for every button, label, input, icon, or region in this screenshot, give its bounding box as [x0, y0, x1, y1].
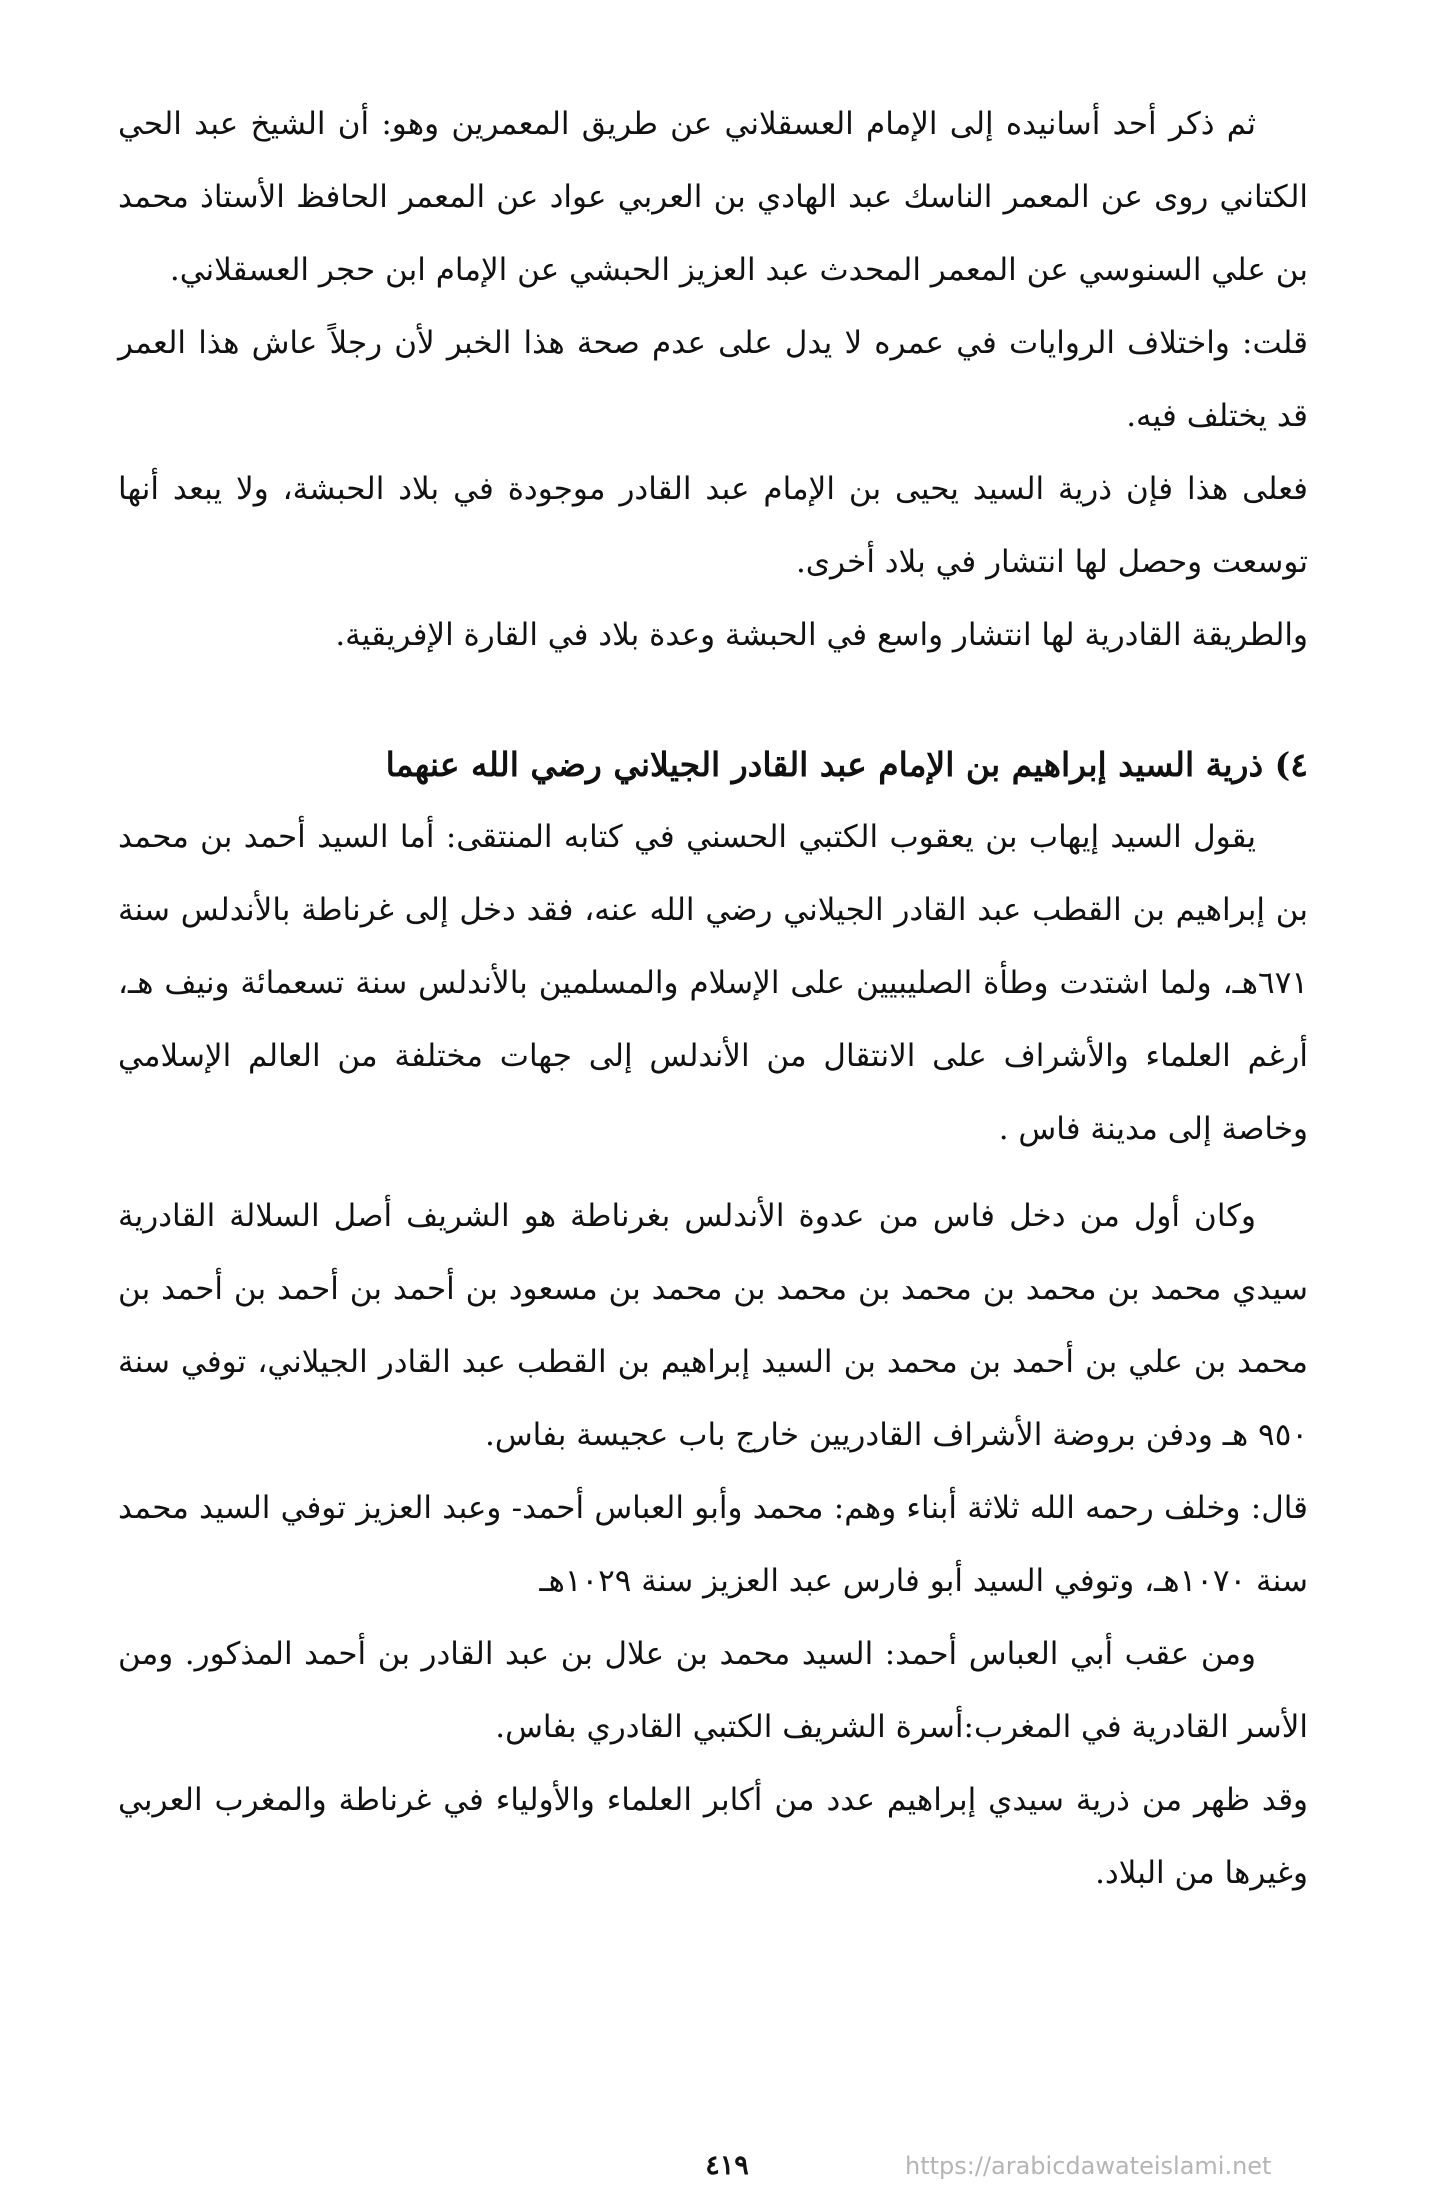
paragraph-qultu: قلت: واختلاف الروايات في عمره لا يدل على عدم صحة هذا الخبر لأن رجلاً عاش هذا العمر قد يختلف فيه. [118, 325, 1308, 434]
paragraph-scholars: وقد ظهر من ذرية سيدي إبراهيم عدد من أكابر العلماء والأولياء في غرناطة والمغرب العربي وغيرها من البلاد. [118, 1782, 1308, 1891]
paragraph-fes-entry: وكان أول من دخل فاس من عدوة الأندلس بغرناطة هو الشريف أصل السلالة القادرية سيدي محمد بن محمد بن محمد بن محمد بن محمد بن مسعود بن أحمد بن أحمد بن أحمد بن محمد بن علي بن أحمد بن محمد بن السيد إبراهيم بن القطب عبد القادر الجيلاني، توفي سنة ٩٥٠ هـ ودفن بروضة الأشراف القادريين خارج باب عجيسة بفاس. [118, 1198, 1308, 1453]
page-body [118, 88, 1308, 1910]
paragraph-isnad: ثم ذكر أحد أسانيده إلى الإمام العسقلاني عن طريق المعمرين وهو: أن الشيخ عبد الحي الكتاني روى عن المعمر الناسك عبد الهادي بن العربي عواد عن المعمر الحافظ الأستاذ محمد بن علي السنوسي عن المعمر المحدث عبد العزيز الحبشي عن الإمام ابن حجر العسقلاني. [118, 106, 1308, 288]
paragraph-abul-abbas: ومن عقب أبي العباس أحمد: السيد محمد بن علال بن عبد القادر بن أحمد المذكور. ومن الأسر القادرية في المغرب:أسرة الشريف الكتبي القادري بفاس. [118, 1636, 1308, 1745]
watermark-url: https://arabicdawateislami.net [905, 2152, 1272, 2180]
paragraph-muntaqa: يقول السيد إيهاب بن يعقوب الكتبي الحسني في كتابه المنتقى: أما السيد أحمد بن محمد بن إبراهيم بن القطب عبد القادر الجيلاني رضي الله عنه، فقد دخل إلى غرناطة بالأندلس سنة ٦٧١هـ، ولما اشتدت وطأة الصليبيين على الإسلام والمسلمين بالأندلس سنة تسعمائة ونيف هـ، أرغم العلماء والأشراف على الانتقال من الأندلس إلى جهات مختلفة من العالم الإسلامي وخاصة إلى مدينة فاس . [118, 819, 1308, 1147]
paragraph-sons: قال: وخلف رحمه الله ثلاثة أبناء وهم: محمد وأبو العباس أحمد- وعبد العزيز توفي السيد محمد سنة ١٠٧٠هـ، وتوفي السيد أبو فارس عبد العزيز سنة ١٠٢٩هـ [118, 1490, 1308, 1599]
section-heading: ٤) ذرية السيد إبراهيم بن الإمام عبد القادر الجيلاني رضي الله عنهما [385, 745, 1308, 784]
paragraph-qadiriyya: والطريقة القادرية لها انتشار واسع في الحبشة وعدة بلاد في القارة الإفريقية. [335, 617, 1308, 653]
page-number: ٤١٩ [705, 2150, 749, 2181]
paragraph-yahya-descendants: فعلى هذا فإن ذرية السيد يحيى بن الإمام عبد القادر موجودة في بلاد الحبشة، ولا يبعد أنها توسعت وحصل لها انتشار في بلاد أخرى. [118, 471, 1308, 580]
